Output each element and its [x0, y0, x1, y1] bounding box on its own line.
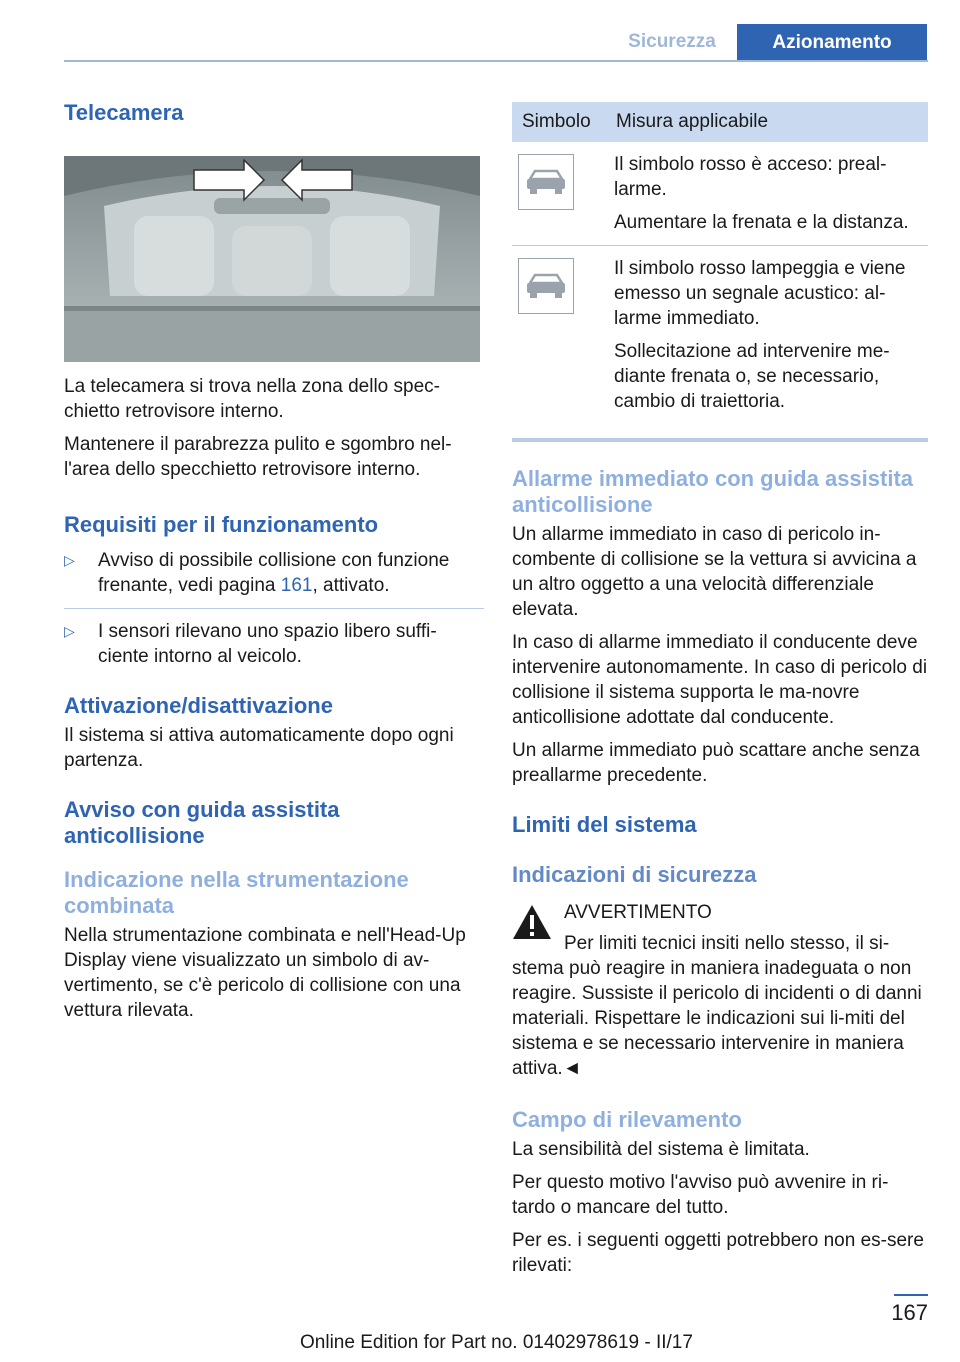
- camera-text-2: Mantenere il parabrezza pulito e sgombro nel-l'area dello specchietto retrovisore interno.: [64, 434, 452, 480]
- warning-block: [512, 900, 928, 1081]
- chapter-tab: Azionamento: [737, 24, 927, 62]
- heading-sicurezza: Indicazioni di sicurezza: [512, 862, 757, 887]
- heading-allarme: Allarme immediato con guida assistita anticollisione: [512, 466, 914, 517]
- section-label: Sicurezza: [628, 31, 716, 52]
- heading-attivazione: Attivazione/disattivazione: [64, 693, 333, 718]
- list-divider: [64, 608, 484, 609]
- list-item: ▷ Avviso di possibile collisione con funzione frenante, vedi pagina 161, attivato.: [64, 550, 450, 596]
- symbol-table: [512, 102, 928, 424]
- table-header-measure: Misura applicabile: [606, 102, 928, 142]
- campo-text-3: Per es. i seguenti oggetti potrebbero non es-sere rilevati:: [512, 1230, 924, 1276]
- allarme-text-2: In caso di allarme immediato il conducente deve intervenire autonomamente. In caso di pericolo di collisione il sistema supporta le ma-novre anticollisione adottate dal conducente.: [512, 632, 928, 728]
- allarme-text-1: Un allarme immediato in caso di pericolo in-combente di collisione se la vettura si avvicina a un altro oggetto a una velocità differenziale elevata.: [512, 524, 917, 620]
- heading-limiti: Limiti del sistema: [512, 812, 697, 837]
- indicazione-text: Nella strumentazione combinata e nell'Head-Up Display viene visualizzato un simbolo di av-vertimento, se c'è pericolo di collisione con una vettura rilevata.: [64, 925, 466, 1021]
- left-column: [64, 100, 484, 1023]
- camera-text-1: La telecamera si trova nella zona dello spec-chietto retrovisore interno.: [64, 376, 440, 422]
- table-row: Il simbolo rosso lampeggia e viene emesso un segnale acustico: al-larme immediato. Sollecitazione ad intervenire me-diante frenata o, se necessario, cambio di traiettoria.: [512, 246, 928, 425]
- page-header: [0, 0, 960, 64]
- edition-footer: Online Edition for Part no. 01402978619 - II/17: [300, 1332, 693, 1353]
- heading-requisiti: Requisiti per il funzionamento: [64, 512, 379, 537]
- warning-label: AVVERTIMENTO: [564, 902, 712, 923]
- table-row: Il simbolo rosso è acceso: preal-larme. Aumentare la frenata e la distanza.: [512, 142, 928, 246]
- car-warning-icon: [518, 154, 574, 210]
- requirements-list: [64, 548, 484, 669]
- car-warning-icon: [518, 258, 574, 314]
- right-column: [512, 102, 928, 1278]
- page-number-block: [891, 1300, 928, 1326]
- campo-text-2: Per questo motivo l'avviso può avvenire in ri-tardo o mancare del tutto.: [512, 1172, 889, 1218]
- list-item: ▷ I sensori rilevano uno spazio libero suffi-ciente intorno al veicolo.: [64, 621, 437, 667]
- warning-triangle-icon: [512, 904, 552, 940]
- car-interior-photo: [64, 156, 480, 362]
- heading-campo: Campo di rilevamento: [512, 1107, 742, 1132]
- header-rule: [64, 60, 928, 62]
- attivazione-text: Il sistema si attiva automaticamente dopo ogni partenza.: [64, 725, 454, 771]
- heading-indicazione: Indicazione nella strumentazione combinata: [64, 867, 409, 918]
- page-number: 167: [891, 1300, 928, 1325]
- campo-text-1: La sensibilità del sistema è limitata.: [512, 1139, 810, 1160]
- page-number-rule: [894, 1294, 928, 1296]
- table-header-symbol: Simbolo: [512, 102, 606, 142]
- allarme-text-3: Un allarme immediato può scattare anche senza preallarme precedente.: [512, 740, 920, 786]
- warning-text: Per limiti tecnici insiti nello stesso, il si-stema può reagire in maniera inadeguata o non reagire. Sussiste il pericolo di incidenti o di danni materiali. Rispettare le indicazioni sui li-miti del sistema e se necessario intervenire in maniera attiva.◄: [512, 933, 922, 1079]
- triangle-bullet-icon: ▷: [64, 552, 75, 568]
- triangle-bullet-icon: ▷: [64, 623, 75, 639]
- page-link[interactable]: 161: [280, 575, 313, 596]
- heading-telecamera: Telecamera: [64, 100, 184, 125]
- heading-avviso: Avviso con guida assistita anticollisione: [64, 797, 340, 848]
